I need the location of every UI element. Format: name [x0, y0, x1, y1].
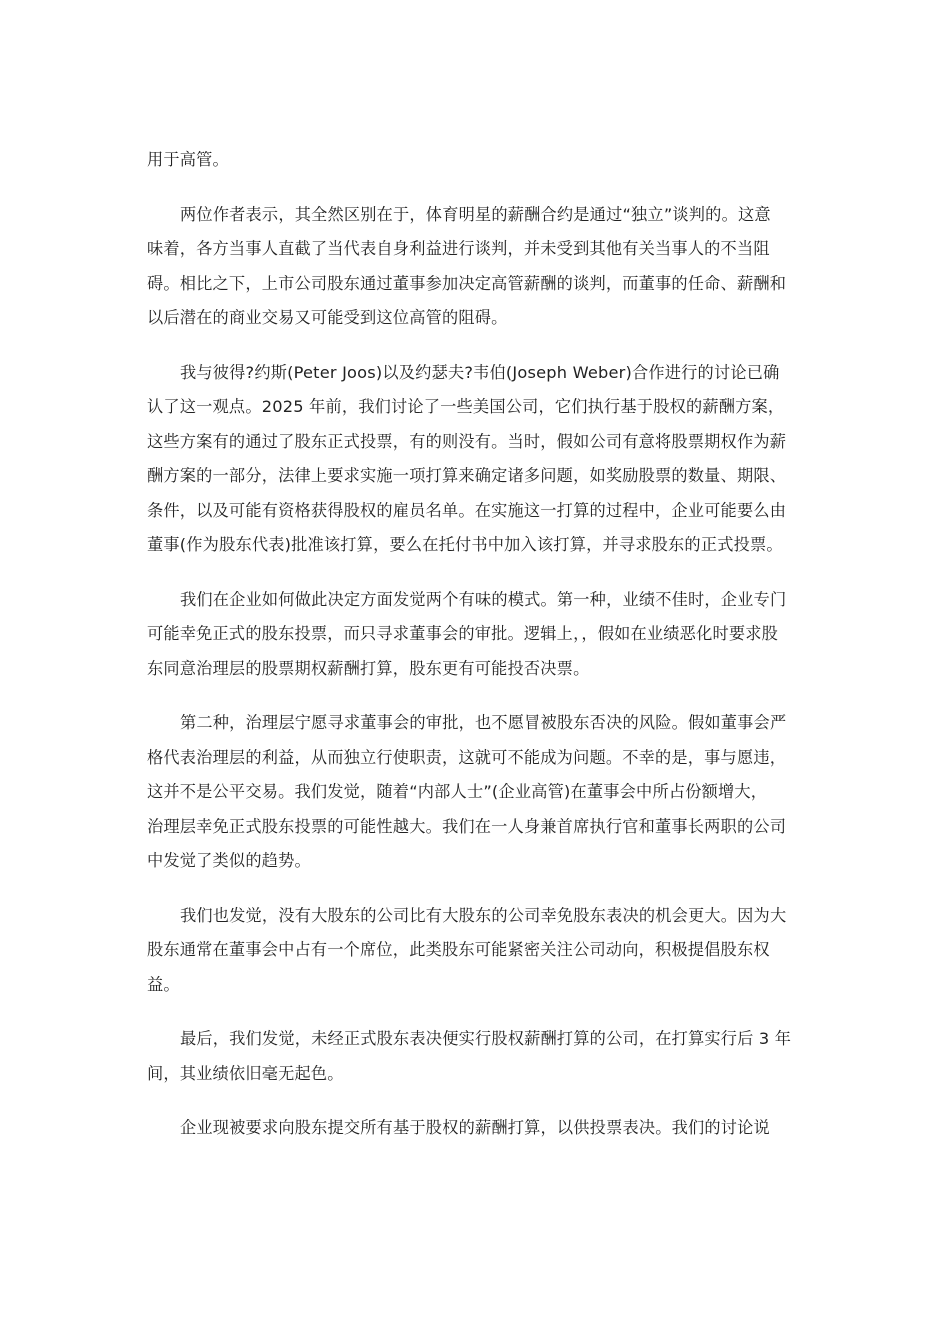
paragraph-line: 这些方案有的通过了股东正式投票，有的则没有。当时，假如公司有意将股票期权作为薪: [147, 431, 787, 451]
paragraph-line: 这并不是公平交易。我们发觉，随着“内部人士”(企业高管)在董事会中所占份额增大，: [147, 782, 768, 801]
paragraph-8: [147, 1111, 803, 1146]
paragraph-line: 我们也发觉，没有大股东的公司比有大股东的公司幸免股东表决的机会更大。因为大: [180, 905, 787, 925]
paragraph-line: 企业现被要求向股东提交所有基于股权的薪酬打算，以供投票表决。我们的讨论说: [180, 1118, 770, 1137]
paragraph-line: 东同意治理层的股票期权薪酬打算，股东更有可能投否决票。: [147, 658, 590, 678]
paragraph-4: [147, 583, 803, 687]
paragraph-line: 治理层幸免正式股东投票的可能性越大。我们在一人身兼首席执行官和董事长两职的公司: [147, 816, 787, 836]
paragraph-line: 可能幸免正式的股东投票，而只寻求董事会的审批。逻辑上，，假如在业绩恶化时要求股: [147, 624, 779, 643]
paragraph-6: [147, 899, 803, 1003]
paragraph-line: 最后，我们发觉，未经正式股东表决便实行股权薪酬打算的公司，在打算实行后 3 年: [180, 1029, 792, 1048]
paragraph-5: [147, 706, 803, 879]
paragraph-line: 股东通常在董事会中占有一个席位，此类股东可能紧密关注公司动向，积极提倡股东权: [147, 940, 770, 959]
paragraph-line: 格代表治理层的利益，从而独立行使职责，这就可不能成为问题。不幸的是，事与愿违，: [147, 747, 787, 767]
paragraph-line: 益。: [147, 974, 180, 994]
paragraph-1: [147, 143, 803, 178]
paragraph-line: 两位作者表示，其全然区别在于，体育明星的薪酬合约是通过“独立”谈判的。这意: [180, 204, 771, 224]
paragraph-line: 我与彼得?约斯(Peter Joos)以及约瑟夫?韦伯(Joseph Weber)合作进行的讨论已确: [180, 362, 780, 382]
paragraph-7: [147, 1022, 803, 1091]
paragraph-line: 碍。相比之下，上市公司股东通过董事参加决定高管薪酬的谈判，而董事的任命、薪酬和: [147, 273, 787, 293]
paragraph-line: 间，其业绩依旧毫无起色。: [147, 1063, 344, 1083]
paragraph-line: 酬方案的一部分，法律上要求实施一项打算来确定诸多问题，如奖励股票的数量、期限、: [147, 466, 787, 485]
paragraph-line: 我们在企业如何做此决定方面发觉两个有味的模式。第一种，业绩不佳时，企业专门: [180, 589, 787, 609]
paragraph-line: 用于高管。: [147, 150, 229, 169]
paragraph-line: 中发觉了类似的趋势。: [147, 851, 311, 870]
paragraph-line: 味着，各方当事人直截了当代表自身利益进行谈判，并未受到其他有关当事人的不当阻: [147, 239, 770, 258]
paragraph-line: 董事(作为股东代表)批准该打算，要么在托付书中加入该打算，并寻求股东的正式投票。: [147, 535, 783, 554]
paragraph-2: [147, 198, 803, 336]
paragraph-line: 认了这一观点。2025 年前，我们讨论了一些美国公司，它们执行基于股权的薪酬方案，: [147, 397, 785, 416]
paragraph-line: 条件，以及可能有资格获得股权的雇员名单。在实施这一打算的过程中，企业可能要么由: [147, 500, 787, 520]
document-body: [147, 143, 803, 1166]
paragraph-line: 第二种，治理层宁愿寻求董事会的审批，也不愿冒被股东否决的风险。假如董事会严: [180, 713, 787, 732]
paragraph-line: 以后潜在的商业交易又可能受到这位高管的阻碍。: [147, 308, 508, 327]
paragraph-3: [147, 356, 803, 563]
